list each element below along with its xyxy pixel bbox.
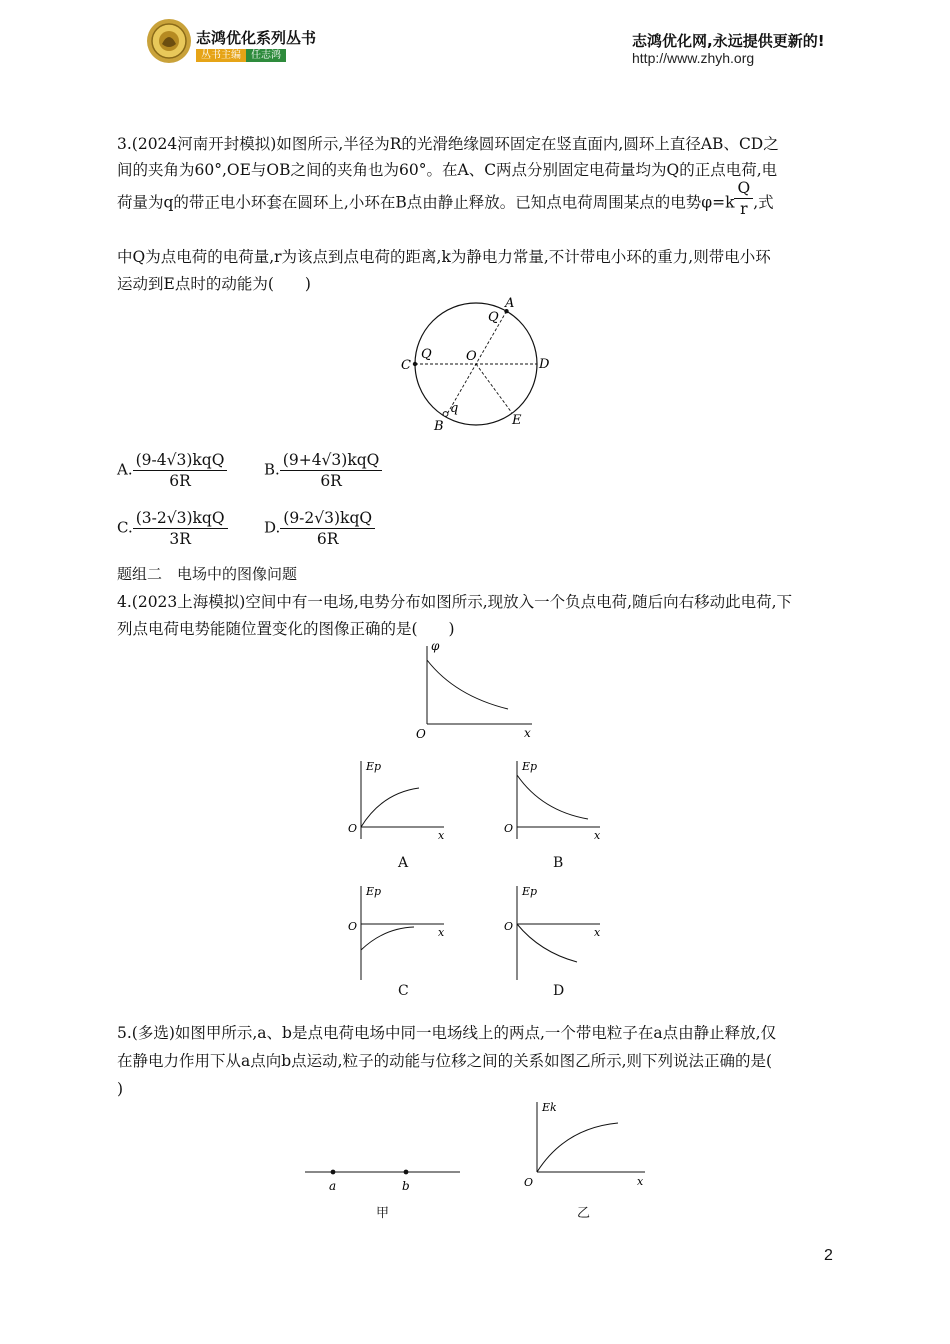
- option-b-den: 6R: [320, 472, 342, 490]
- svg-text:Ep: Ep: [522, 885, 538, 898]
- label-d: D: [539, 357, 550, 372]
- small-ring-b: [443, 412, 448, 417]
- q4-choice-graph-a[interactable]: [344, 755, 459, 845]
- option-d-den: 6R: [316, 530, 339, 548]
- q3-line-2: 间的夹角为60°,OE与OB之间的夹角也为60°。在A、C两点分别固定电荷量均为Q的正点电荷,电: [117, 161, 778, 179]
- q4-choice-label-b: B: [553, 855, 564, 871]
- potential-fraction: [734, 178, 753, 219]
- label-o: O: [466, 349, 477, 364]
- label-b: B: [434, 419, 444, 434]
- page-number: 2: [824, 1247, 833, 1264]
- q3-option-d[interactable]: D. $\frac{\text{(9-2√3)kqQ}}{6R}$: [264, 508, 375, 549]
- series-title: 志鸿优化系列丛书: [196, 29, 317, 47]
- svg-text:O: O: [504, 920, 514, 933]
- q4-choice-graph-c[interactable]: [344, 880, 459, 985]
- q3-circle-figure: [390, 294, 560, 439]
- q5-field-line-figure: [300, 1160, 465, 1200]
- svg-text:Ek: Ek: [542, 1101, 557, 1114]
- q4-choice-label-c: C: [398, 983, 409, 999]
- editor-badge-name: 任志鸿: [246, 49, 286, 62]
- q5-line-1: 5.(多选)如图甲所示,a、b是点电荷电场中同一电场线上的两点,一个带电粒子在a点由静止释放,仅: [117, 1024, 777, 1042]
- q3-line-3-pre: 荷量为q的带正电小环套在圆环上,小环在B点由静止释放。已知点电荷周围某点的电势φ=k: [117, 193, 735, 212]
- group2-title: 题组二 电场中的图像问题: [117, 565, 298, 583]
- radius-oe: [476, 364, 512, 413]
- q5-ek-graph: [515, 1098, 655, 1193]
- svg-text:O: O: [348, 920, 358, 933]
- q3-line-4: 中Q为点电荷的电荷量,r为该点到点电荷的距离,k为静电力常量,不计带电小环的重力,则带电小环: [117, 248, 771, 266]
- label-q-small: q: [450, 401, 459, 416]
- ek-curve: [537, 1123, 618, 1172]
- q5-caption-yi: 乙: [577, 1206, 591, 1221]
- q4-choice-label-a: A: [398, 855, 409, 871]
- q3-line-3: [117, 179, 837, 219]
- label-q-a: Q: [488, 310, 499, 325]
- header: [0, 0, 950, 80]
- option-d-num: (9-2√3)kqQ: [280, 508, 375, 529]
- editor-badge-label: 丛书主编: [196, 49, 246, 62]
- q4-line-2: 列点电荷电势能随位置变化的图像正确的是( ): [117, 620, 455, 638]
- option-a-den: 6R: [169, 472, 191, 490]
- q4-choice-graph-d[interactable]: [500, 880, 615, 985]
- option-b-num: (9+4√3)kqQ: [280, 450, 383, 471]
- q3-option-c[interactable]: C. $\frac{\text{(3-2√3)kqQ}}{3R}$: [117, 508, 228, 549]
- q3-option-b[interactable]: B. $\frac{\text{(9+4√3)kqQ}}{6R}$: [264, 450, 382, 491]
- svg-text:x: x: [594, 926, 601, 939]
- point-c: [413, 362, 417, 366]
- q3-line-1: 3.(2024河南开封模拟)如图所示,半径为R的光滑绝缘圆环固定在竖直面内,圆环上直径AB、CD之: [117, 135, 779, 153]
- point-a: [331, 1170, 336, 1175]
- point-b: [404, 1170, 409, 1175]
- svg-text:x: x: [637, 1175, 644, 1188]
- q3-line-5: 运动到E点时的动能为( ): [117, 275, 311, 293]
- option-c-num: (3-2√3)kqQ: [133, 508, 228, 529]
- svg-text:Ep: Ep: [366, 760, 382, 773]
- q3-option-a[interactable]: A. $\frac{\text{(9-4√3)kqQ}}{6R}$: [117, 450, 227, 491]
- q5-line-3: ): [117, 1080, 124, 1098]
- header-url[interactable]: http://www.zhyh.org: [632, 50, 755, 66]
- potential-curve: [427, 660, 508, 709]
- q5-caption-jia: 甲: [376, 1206, 390, 1221]
- svg-text:a: a: [329, 1179, 337, 1193]
- svg-text:O: O: [348, 822, 358, 835]
- svg-text:b: b: [402, 1179, 410, 1193]
- axis-phi-label: φ: [431, 639, 440, 653]
- label-q-c: Q: [421, 347, 432, 362]
- svg-text:x: x: [438, 926, 445, 939]
- q4-choice-label-d: D: [553, 983, 565, 999]
- option-a-num: (9-4√3)kqQ: [133, 450, 228, 471]
- svg-text:Ep: Ep: [366, 885, 382, 898]
- q5-line-2: 在静电力作用下从a点向b点运动,粒子的动能与位移之间的关系如图乙所示,则下列说法正确的是(: [117, 1052, 773, 1070]
- origin-label: O: [416, 727, 426, 741]
- svg-text:Ep: Ep: [522, 760, 538, 773]
- logo-seal-icon: [146, 18, 192, 64]
- svg-text:x: x: [438, 829, 445, 842]
- svg-text:x: x: [594, 829, 601, 842]
- label-c: C: [401, 358, 411, 373]
- label-e: E: [512, 413, 522, 428]
- q4-line-1: 4.(2023上海模拟)空间中有一电场,电势分布如图所示,现放入一个负点电荷,随后向右移动此电荷,下: [117, 593, 793, 611]
- svg-text:O: O: [524, 1176, 534, 1189]
- header-slogan: 志鸿优化网,永远提供更新的!: [632, 32, 825, 50]
- svg-text:O: O: [504, 822, 514, 835]
- option-c-den: 3R: [169, 530, 191, 548]
- q4-potential-graph: [410, 638, 540, 743]
- axis-x-label: x: [524, 726, 531, 740]
- q3-line-3-post: ,式: [753, 193, 774, 212]
- q4-choice-graph-b[interactable]: [500, 755, 615, 845]
- label-a: A: [505, 296, 515, 311]
- potential-fraction-num: Q: [734, 178, 753, 199]
- potential-fraction-den: r: [740, 200, 748, 218]
